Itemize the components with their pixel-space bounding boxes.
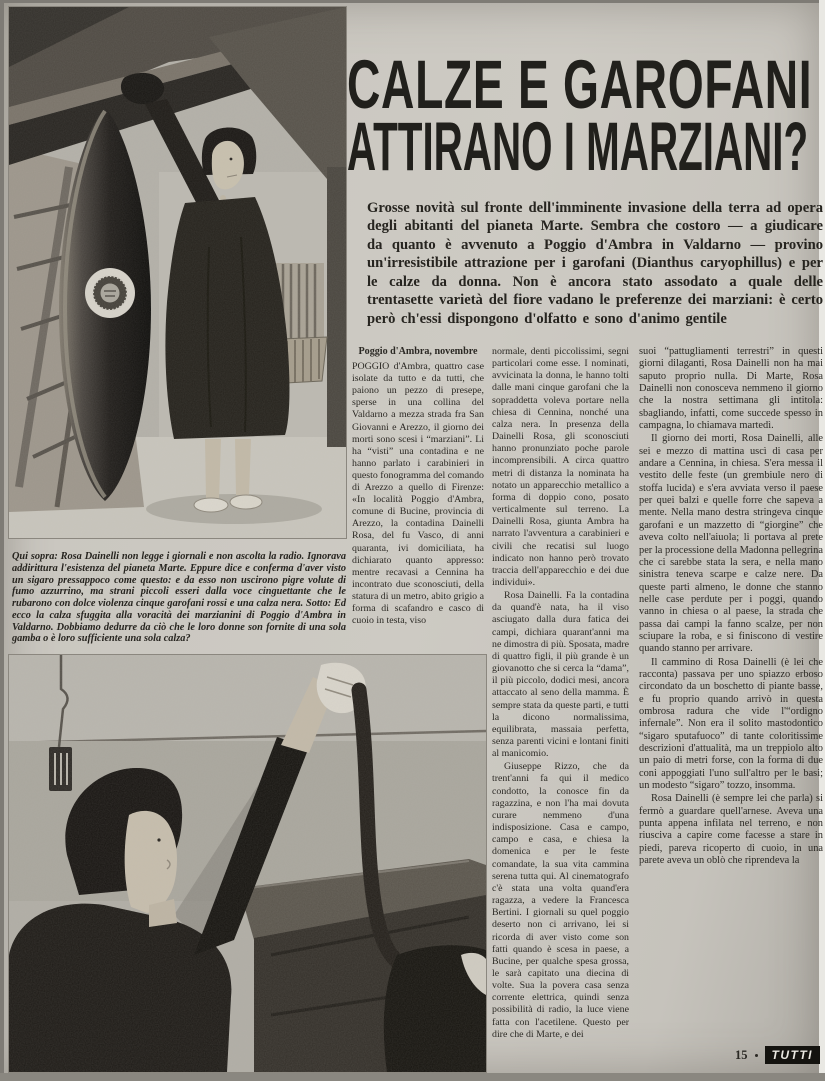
paragraph: suoi “pattugliamenti terrestri” in questi giorni dilaganti, Rosa Dainelli non ha mai saputo proprio nulla. Di Marte, Rosa Dainelli non conosceva nemmeno il giorno che la nostra settimana gli intitola: sbagliando, infatti, come succede spesso in campagna, lo chiamava martedì.: [639, 346, 823, 432]
column-1-text: [352, 361, 484, 627]
paragraph: POGGIO d'Ambra, quattro case isolate da tutto e da tutti, che paiono un pezzo di presepe, sperse in una collina del Valdarno a mezza strada fra San Giovanni e Arezzo, il giorno dei morti sono scesi i “marziani”. Li ha “visti” una contadina e ne hanno parlato i carabinieri in questo fonogramma del comando di Arezzo a quello di Firenze: «In località Poggio d'Ambra, comune di Bucine, provincia di Arezzo, la contadina Dainelli Rosa, del fu Vasco, di anni quaranta, ivi domiciliata, ha dichiarato quanto appresso: mentre recavasi a Cennina ha incontrato due sconosciuti, della statura di un metro, abito grigio a forma di scafandro e casco di cuoio in testa, viso: [352, 361, 484, 627]
photo-martian-cigar-art: [9, 7, 346, 538]
paragraph: Rosa Dainelli (è sempre lei che parla) si fermò a guardare quell'arnese. Aveva una punta appena infilata nel terreno, e non riusciva a capire come facesse a stare in piedi, pareva ricoperto di cuoio, in una parete aveva un oblò che riprendeva la: [639, 793, 823, 867]
paragraph: Giuseppe Rizzo, che da trent'anni fa qui il medico condotto, la conosce fin da ragazzina, e non l'ha mai dovuta curare nemmeno d'una indisposizione. Casa e campo, campo e casa, e chiesa la domenica e per le feste comandate, la sua vita cammina serena tutta qui. Al cinematografo c'è stata una volta quand'era ragazza, a vedere la Francesca Bertini. I giornali su quel poggio deserto non ci arrivano, lei si ricorda di aver visto come son fatti quando è scesa in paese, a Bucine, per qualche spesa grossa, le sarà capitato una diecina di volte. Sua la povera casa senza corrente elettrica, quindi senza possibilità di radio, la luce viene fatta con l'acetilene. Questo per dire che di Marte, e dei: [492, 761, 629, 1040]
page-number: 15: [735, 1047, 748, 1062]
column-1: [352, 346, 484, 632]
column-2: [492, 346, 629, 1066]
photo-stocking: [9, 655, 486, 1072]
scan-edge-bottom: [0, 1073, 825, 1081]
column-3: [639, 346, 823, 1060]
paragraph: Il giorno dei morti, Rosa Dainelli, alle sei e mezzo di mattina uscì di casa per andare a Cennina, in chiesa. S'era messa il vestito delle feste (un grembiule nero di stoffa lucida) e s'era avviata verso il paese per quei balzi e quelle forre che sapeva a mente. Nella mano destra stringeva cinque garofani e un mazzetto di “giorgine” che aveva colto nell'aiuola; li portava al prete per la processione della Madonna pellegrina che ci sarebbe stata la sera, e nella mano sinistra teneva scarpe e calze nere. Da queste parti almeno, le donne che stanno nelle case perdute per i poggi, quando vanno in chiesa o al paese, la strada che passa dai campi la fanno scalze, per non sciupare la roba, e si finiscono di vestire quando stanno per arrivare.: [639, 433, 823, 655]
headline-line1: CALZE E GAROFANI: [347, 46, 813, 123]
photo-martian-cigar: [9, 7, 346, 538]
intro-paragraph: Grosse novità sul fronte dell'imminente invasione della terra ad opera degli abitanti del pianeta Marte. Sembra che costoro — a giudicare da quanto è avvenuto a Poggio d'Ambra in Valdarno — provino un'irresistibile attrazione per i garofani (Dianthus caryophillus) e per le calze da donna. Non è ancora stato assodato a quale delle trentasette varietà del fiore vadano le preferenze dei marziani: è certo però ch'essi dispongono d'olfatto e sono d'animo gentile: [367, 199, 823, 327]
column-3-text: [639, 346, 823, 867]
magazine-logo: TUTTI: [765, 1046, 821, 1064]
photo-caption: Qui sopra: Rosa Dainelli non legge i giornali e non ascolta la radio. Ignorava addirittura l'esistenza del pianeta Marte. Eppure dice e conferma d'aver visto un sigaro pressappoco come questo: e da esso non uscirono pigre volute di fumo azzurrino, ma strani piccoli esseri dalla voce cinguettante che le rubarono con dolce violenza cinque garofani rossi e una calza nera. Sotto: Ed ecco la calza sfuggita alla voracità dei marzianini di Poggio d'Ambra in Valdarno. Dobbiamo dedurre da ciò che le loro donne son fornite di una sola gamba o è loro sufficiente una sola calza?: [12, 551, 346, 645]
photo-stocking-art: [9, 655, 486, 1072]
page-footer: [688, 1043, 820, 1067]
footer-dot: [755, 1054, 758, 1057]
paragraph: Rosa Dainelli. Fa la contadina da quand'è nata, ha il viso asciugato dalla dura fatica dei campi, dichiara quarant'anni ma ne dimostra di più. Sposata, madre di quattro figli, il più grande è un giovanotto che si cerca la “dama”, il più piccolo, dodici mesi, ancora attaccato al seno della mamma. È sempre stata da queste parti, e tutti la dicono normalissima, equilibrata, massaia perfetta, senza parenti vicini e lontani finiti al manicomio.: [492, 590, 629, 760]
headline-line2: ATTIRANO I MARZIANI?: [347, 108, 809, 185]
paragraph: Il cammino di Rosa Dainelli (è lei che racconta) passava per uno spiazzo erboso circondato da un boschetto di piante basse, e fu proprio quando arrivò in questa ombrosa radura che vide l'“ordigno infernale”. Non era il solito mastodontico “sigaro sputafuoco” di tante coloritissime descrizioni d'attualità, ma un treppiolo alto un paio di metri forse, con la forma di due coni appoggiati l'uno sull'altro per le basi; un modesto “sigaro” tozzo, insomma.: [639, 656, 823, 792]
dateline: Poggio d'Ambra, novembre: [358, 346, 478, 357]
headline: [347, 46, 825, 185]
paragraph: normale, denti piccolissimi, segni particolari come esse. I nominati, avvicinata la donna, le hanno tolti dalle mani cinque garofani che la sopraddetta voleva portare nella chiesa di Cennina, nonché una calza nera. In presenza della Dainelli Rosa, gli sconosciuti hanno pronunziato poche parole incomprensibili. A circa quattro metri di distanza la nominata ha notato un apparecchio metallico a forma di doppio cono, posato verticalmente sul terreno. La Dainelli Rosa, giunta Ambra ha narrato l'avventura a carabinieri e civili che recatisi sul luogo indicato non hanno però trovato traccia dell'apparecchio e dei due individui».: [492, 346, 629, 588]
column-2-text: [492, 346, 629, 1041]
